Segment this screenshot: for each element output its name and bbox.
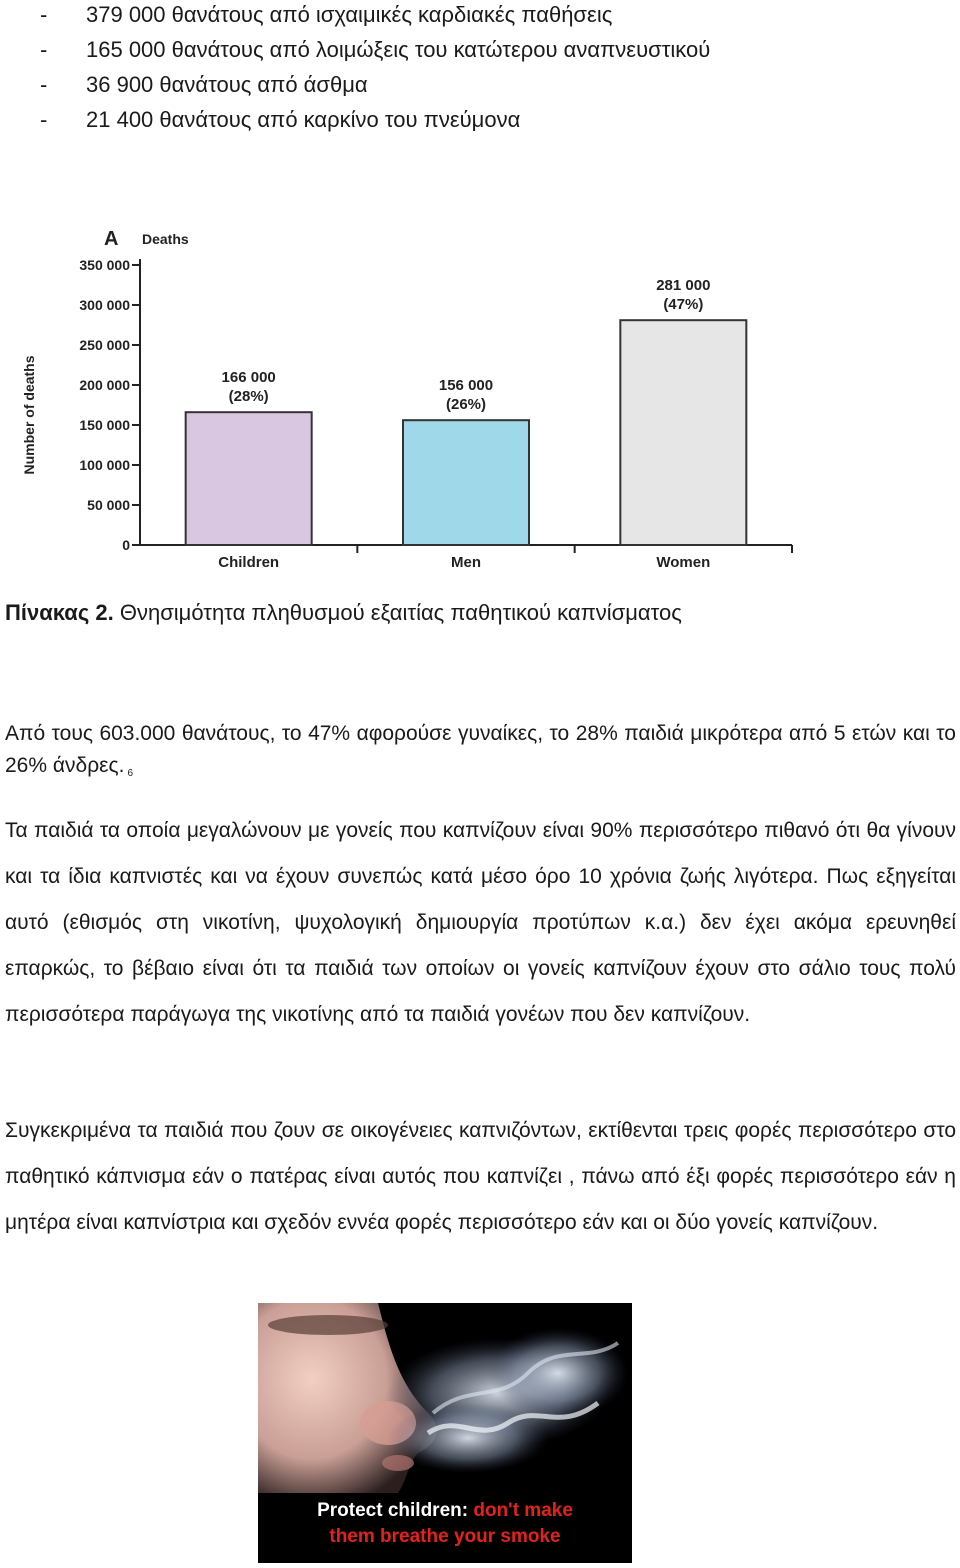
bar-percent-label: (26%) — [445, 396, 487, 414]
bar-women — [620, 320, 746, 545]
y-tick-label: 150 000 — [79, 417, 130, 433]
bullet-marker: - — [40, 2, 48, 27]
bar-value-label: 281 000 — [656, 277, 711, 295]
paragraph-deaths-summary: Από τους 603.000 θανάτους, το 47% αφορούσε γυναίκες, το 28% παιδιά μικρότερα από 5 ετών και το 26% άνδρες. $^6$ — [5, 722, 956, 779]
caption-label: Πίνακας 2. — [5, 600, 114, 625]
paragraph-children-parents: Τα παιδιά τα οποία μεγαλώνουν με γονείς που καπνίζουν είναι 90% περισσότερο πιθανό ότι θα γίνουν και τα ίδια καπνιστές και να έχουν συνεπώς κατά μέσο όρο 10 χρόνια ζωής λιγότερα. Πως εξηγείται αυτό (εθισμός στη νικοτίνη, ψυχολογική δημιουργία προτύπων κ.α.) δεν έχει ακόμα ερευνηθεί επαρκώς, το βέβαιο είναι ότι τα παιδιά των οποίων οι γονείς καπνίζουν έχουν στο σάλιο τους πολύ περισσότερα παράγωγα της νικοτίνης από τα παιδιά γονέων που δεν καπνίζουν. — [5, 819, 956, 1026]
slogan-red-line2: them breathe your smoke — [329, 1526, 561, 1547]
list-item: - 165 000 θανάτους από λοιμώξεις του κατώτερου αναπνευστικού — [40, 35, 710, 70]
list-item: - 36 900 θανάτους από άσθμα — [40, 70, 710, 105]
y-tick-label: 350 000 — [79, 257, 130, 273]
y-tick-label: 200 000 — [79, 377, 130, 393]
caption-text: Θνησιμότητα πληθυσμού εξαιτίας παθητικού καπνίσματος — [113, 600, 682, 625]
anti-smoking-poster — [258, 1303, 632, 1563]
bar-children — [186, 412, 312, 545]
y-tick-label: 100 000 — [79, 457, 130, 473]
y-axis-label: Number of deaths — [21, 355, 37, 475]
list-item: - 379 000 θανάτους από ισχαιμικές καρδιακές παθήσεις — [40, 0, 710, 35]
bar-percent-label: (28%) — [228, 388, 269, 406]
x-category-label: Women — [656, 554, 711, 571]
bar-percent-label: (47%) — [663, 296, 704, 314]
x-category-label: Children — [218, 554, 280, 571]
bullet-marker: - — [40, 107, 48, 132]
y-tick-label: 0 — [122, 537, 130, 553]
bar-value-label: 166 000 — [221, 369, 276, 387]
y-tick-label: 300 000 — [79, 297, 130, 313]
chart-title: Deaths — [142, 231, 189, 247]
bullet-marker: - — [40, 72, 48, 97]
slogan-red: don't make — [473, 1500, 573, 1521]
death-cause-list — [40, 0, 710, 140]
bullet-marker: - — [40, 37, 48, 62]
y-tick-label: 250 000 — [79, 337, 130, 353]
chart-panel-label: A — [104, 228, 119, 250]
list-item: - 21 400 θανάτους από καρκίνο του πνεύμονα — [40, 105, 710, 140]
slogan-white: Protect children: — [317, 1500, 469, 1521]
footnote-reference: 6 — [127, 768, 134, 779]
y-tick-label: 50 000 — [87, 497, 130, 513]
deaths-bar-chart — [0, 215, 800, 575]
table-caption — [5, 600, 682, 626]
x-category-label: Men — [451, 554, 481, 571]
bar-men — [403, 420, 529, 545]
bar-value-label: 156 000 — [438, 377, 494, 395]
paragraph-exposure: Συγκεκριμένα τα παιδιά που ζουν σε οικογένειες καπνιζόντων, εκτίθενται τρεις φορές περισσότερο στο παθητικό κάπνισμα εάν ο πατέρας είναι αυτός που καπνίζει , πάνω από έξι φορές περισσότερο εάν η μητέρα είναι καπνίστρια και σχεδόν εννέα φορές περισσότερο εάν και οι δύο γονείς καπνίζουν. — [5, 1119, 956, 1234]
poster-slogan — [258, 1498, 632, 1550]
